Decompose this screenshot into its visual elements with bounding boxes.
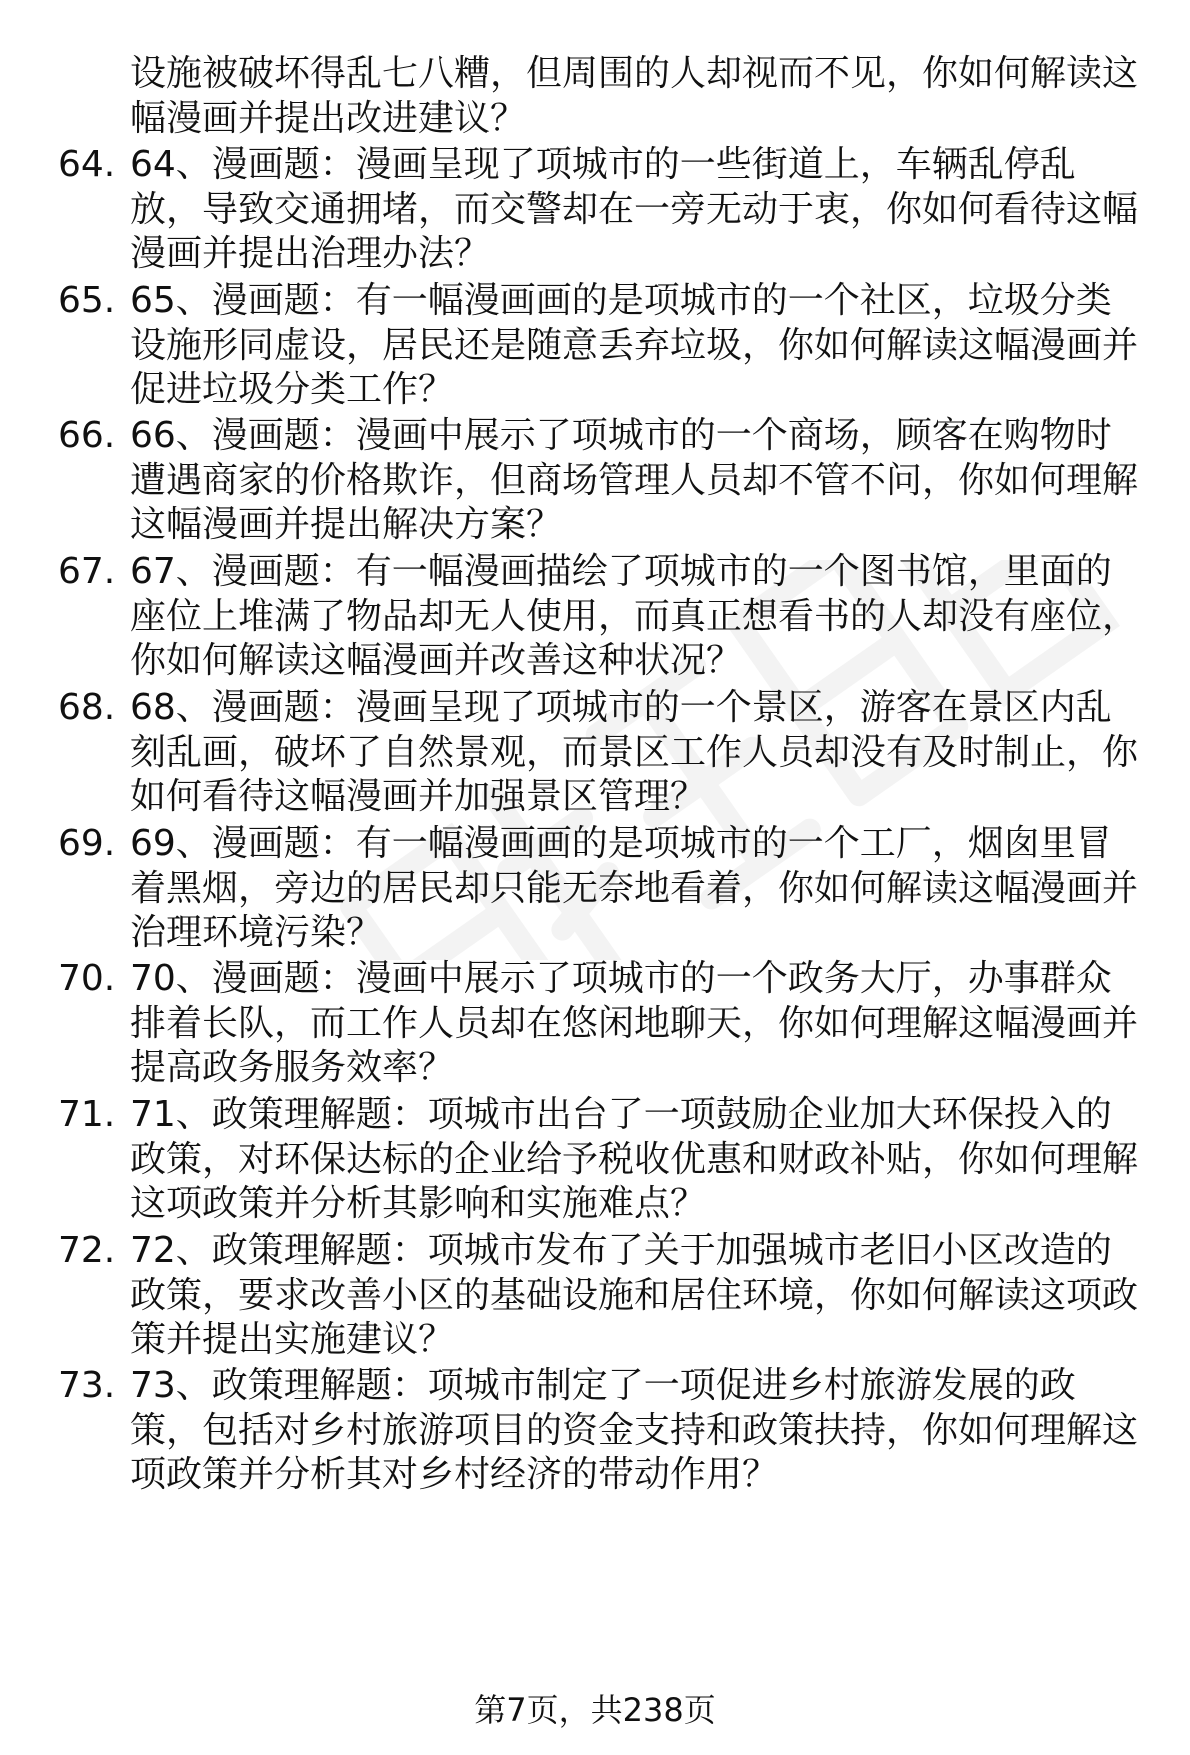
- item-number: 65.: [58, 280, 116, 321]
- item-number: 64.: [58, 144, 116, 185]
- item-number: 73.: [58, 1365, 116, 1406]
- item-text: 64、漫画题：漫画呈现了项城市的一些街道上，车辆乱停乱放，导致交通拥堵，而交警却在一旁无动于衷，你如何看待这幅漫画并提出治理办法？: [130, 144, 1139, 274]
- list-item: [58, 822, 1143, 956]
- page-footer: 第7页，共238页: [474, 1691, 716, 1729]
- item-number: 66.: [58, 415, 116, 456]
- item-number: 70.: [58, 958, 116, 999]
- item-text: 66、漫画题：漫画中展示了项城市的一个商场，顾客在购物时遭遇商家的价格欺诈，但商场管理人员却不管不问，你如何理解这幅漫画并提出解决方案？: [130, 415, 1139, 545]
- list-item: [58, 414, 1143, 548]
- list-item: [58, 143, 1143, 277]
- item-text: 65、漫画题：有一幅漫画画的是项城市的一个社区，垃圾分类设施形同虚设，居民还是随意丢弃垃圾，你如何解读这幅漫画并促进垃圾分类工作？: [130, 280, 1139, 410]
- list-item: [58, 279, 1143, 413]
- item-number: 67.: [58, 551, 116, 592]
- list-item: [58, 686, 1143, 820]
- item-text: 67、漫画题：有一幅漫画描绘了项城市的一个图书馆，里面的座位上堆满了物品却无人使用，而真正想看书的人却没有座位，你如何解读这幅漫画并改善这种状况？: [130, 551, 1139, 681]
- item-text: 71、政策理解题：项城市出台了一项鼓励企业加大环保投入的政策，对环保达标的企业给予税收优惠和财政补贴，你如何理解这项政策并分析其影响和实施难点？: [130, 1094, 1139, 1224]
- list-item: [58, 1093, 1143, 1227]
- item-text: 68、漫画题：漫画呈现了项城市的一个景区，游客在景区内乱刻乱画，破坏了自然景观，而景区工作人员却没有及时制止，你如何看待这幅漫画并加强景区管理？: [130, 687, 1139, 817]
- item-text: 72、政策理解题：项城市发布了关于加强城市老旧小区改造的政策，要求改善小区的基础设施和居住环境，你如何解读这项政策并提出实施建议？: [130, 1230, 1139, 1360]
- list-item: [58, 550, 1143, 684]
- item-number: 72.: [58, 1230, 116, 1271]
- item-text: 73、政策理解题：项城市制定了一项促进乡村旅游发展的政策，包括对乡村旅游项目的资金支持和政策扶持，你如何理解这项政策并分析其对乡村经济的带动作用？: [130, 1365, 1139, 1495]
- list-item: [58, 1364, 1143, 1498]
- item-number: 68.: [58, 687, 116, 728]
- list-item: [58, 1229, 1143, 1363]
- item-number: 71.: [58, 1094, 116, 1135]
- continuation-text: 设施被破坏得乱七八糟，但周围的人却视而不见，你如何解读这幅漫画并提出改进建议？: [130, 53, 1139, 139]
- item-text: 69、漫画题：有一幅漫画画的是项城市的一个工厂，烟囱里冒着黑烟，旁边的居民却只能无奈地看着，你如何解读这幅漫画并治理环境污染？: [130, 823, 1139, 953]
- item-number: 69.: [58, 823, 116, 864]
- item-text: 70、漫画题：漫画中展示了项城市的一个政务大厅，办事群众排着长队，而工作人员却在悠闲地聊天，你如何理解这幅漫画并提高政务服务效率？: [130, 958, 1139, 1088]
- list-item: [58, 957, 1143, 1091]
